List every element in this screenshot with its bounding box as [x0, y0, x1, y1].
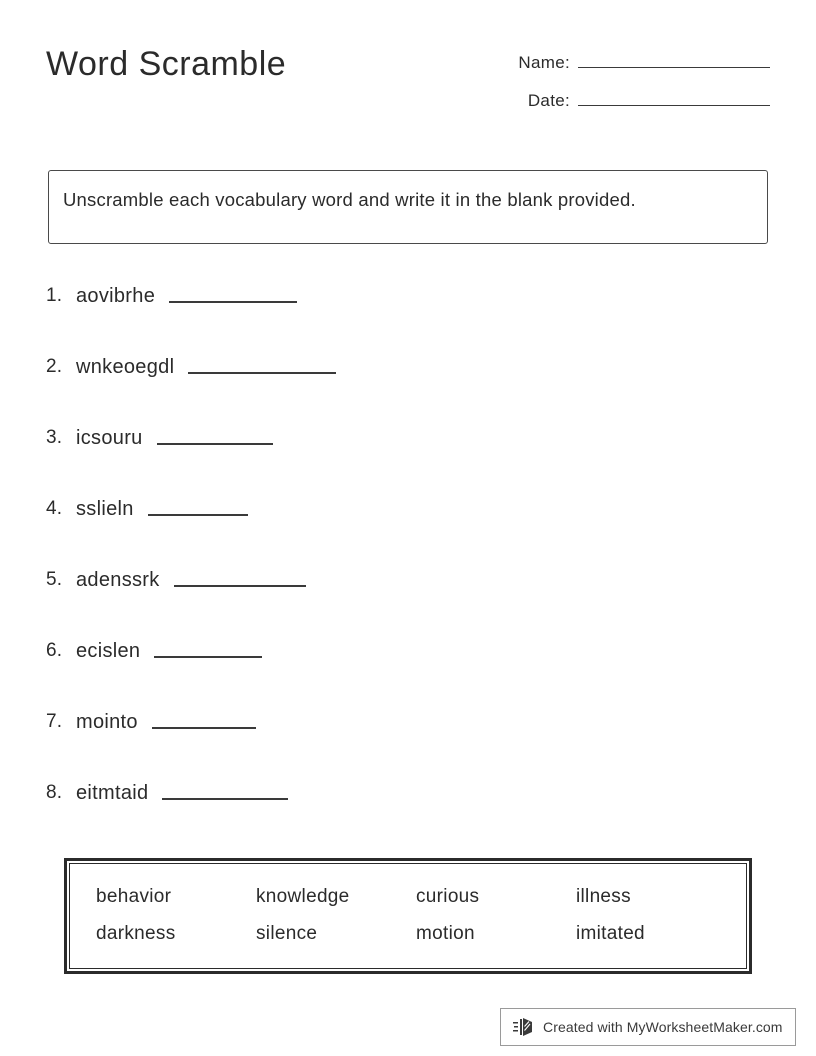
footer-attribution-badge[interactable]	[500, 1008, 796, 1046]
word-bank-word: illness	[576, 885, 631, 907]
scrambled-word: eitmtaid	[76, 782, 149, 804]
problem-row	[46, 637, 770, 708]
scrambled-word: sslieln	[76, 498, 134, 520]
problem-number: 3.	[46, 427, 63, 448]
answer-blank[interactable]	[157, 443, 273, 445]
word-bank-inner	[69, 863, 747, 969]
scrambled-word: ecislen	[76, 640, 141, 662]
problem-number: 4.	[46, 498, 63, 519]
word-bank-word: silence	[256, 922, 318, 944]
problem-row	[46, 424, 770, 495]
word-bank-word: imitated	[576, 922, 645, 944]
word-bank-box	[64, 858, 752, 974]
scrambled-word: aovibrhe	[76, 285, 156, 307]
problem-row	[46, 495, 770, 566]
problem-row	[46, 566, 770, 637]
scrambled-word: wnkeoegdl	[76, 356, 175, 378]
scrambled-word: icsouru	[76, 427, 143, 449]
word-bank-row	[96, 915, 720, 952]
problem-row	[46, 708, 770, 779]
footer-attribution-text: Created with MyWorksheetMaker.com	[543, 1019, 783, 1035]
problem-row	[46, 779, 770, 850]
date-field-row	[494, 86, 770, 124]
problem-number: 5.	[46, 569, 63, 590]
instructions-text: Unscramble each vocabulary word and write it in the blank provided.	[63, 189, 636, 210]
answer-blank[interactable]	[152, 727, 256, 729]
problem-row	[46, 353, 770, 424]
answer-blank[interactable]	[174, 585, 306, 587]
name-date-block	[494, 48, 770, 124]
problem-row	[46, 282, 770, 353]
problem-number: 2.	[46, 356, 63, 377]
instructions-box	[48, 170, 768, 244]
scrambled-word: mointo	[76, 711, 138, 733]
problem-number: 1.	[46, 285, 63, 306]
date-input-line[interactable]	[578, 86, 770, 106]
date-label: Date:	[527, 91, 570, 110]
name-input-line[interactable]	[578, 48, 770, 68]
scramble-problems-list	[46, 282, 770, 850]
word-bank-word: behavior	[96, 885, 172, 907]
word-bank-row	[96, 878, 720, 915]
answer-blank[interactable]	[188, 372, 336, 374]
problem-number: 8.	[46, 782, 63, 803]
worksheet-maker-logo-icon	[513, 1016, 535, 1038]
scrambled-word: adenssrk	[76, 569, 160, 591]
name-label: Name:	[518, 53, 570, 72]
word-bank-word: curious	[416, 885, 480, 907]
worksheet-header	[46, 44, 770, 124]
answer-blank[interactable]	[154, 656, 262, 658]
word-bank-word: knowledge	[256, 885, 350, 907]
word-bank-word: motion	[416, 922, 475, 944]
page-title: Word Scramble	[46, 45, 287, 83]
problem-number: 7.	[46, 711, 63, 732]
word-bank-word: darkness	[96, 922, 176, 944]
answer-blank[interactable]	[169, 301, 297, 303]
answer-blank[interactable]	[162, 798, 288, 800]
name-field-row	[494, 48, 770, 86]
answer-blank[interactable]	[148, 514, 248, 516]
problem-number: 6.	[46, 640, 63, 661]
